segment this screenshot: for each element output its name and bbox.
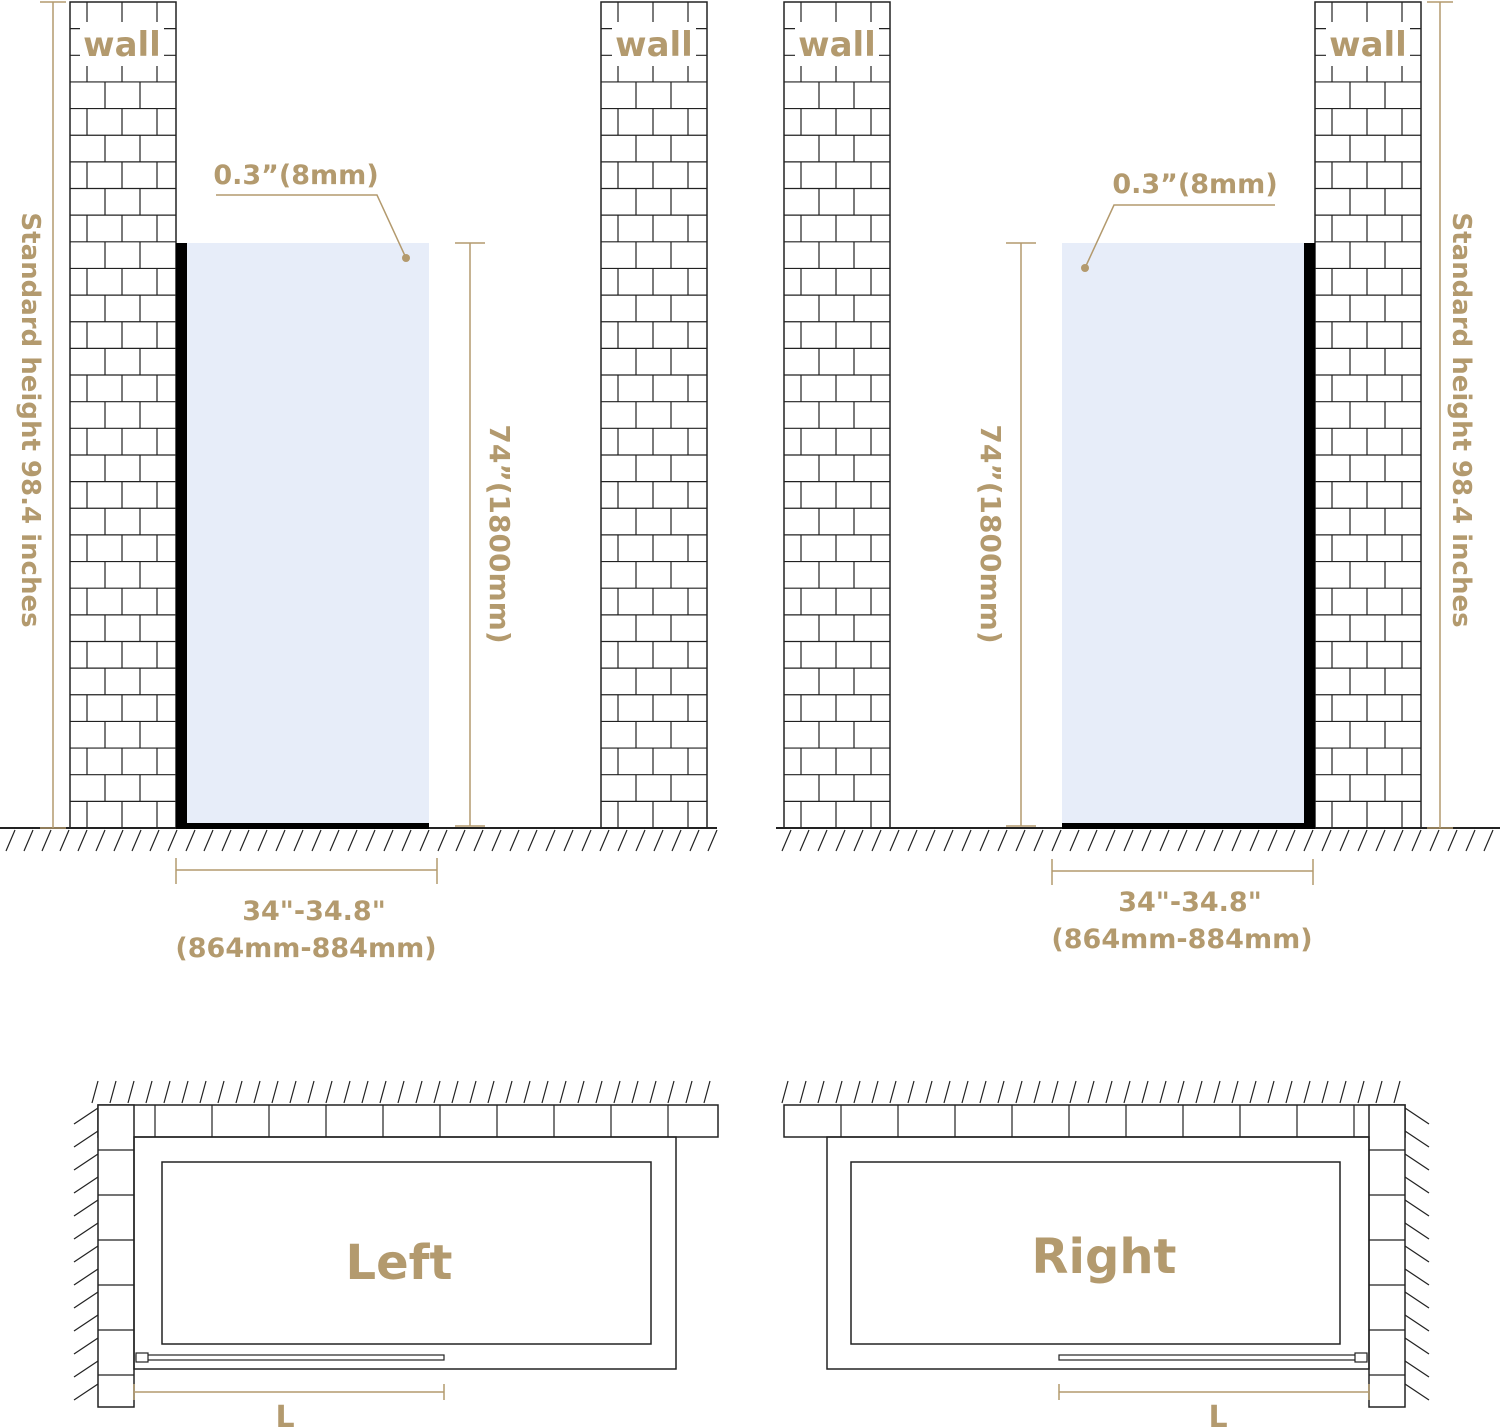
hatch-line (1394, 830, 1403, 851)
hatch-line (182, 1081, 188, 1103)
hatch-line (398, 1081, 404, 1103)
hatch-line (1016, 1081, 1022, 1103)
floor-hatch (782, 830, 1493, 851)
hatch-line (980, 1081, 986, 1103)
hatch-line (96, 830, 105, 851)
hatch-line (1466, 830, 1475, 851)
wall-outline (601, 2, 707, 828)
hatch-line (384, 830, 393, 851)
hatch-line (1106, 1081, 1112, 1103)
hatch-line (1142, 1081, 1148, 1103)
hatch-line (168, 830, 177, 851)
hatch-line (1070, 1081, 1076, 1103)
hatch-line (74, 1223, 98, 1239)
hatch-line (348, 830, 357, 851)
hatch-line (1322, 1081, 1328, 1103)
hatch-line (74, 1177, 98, 1193)
hatch-line (1106, 830, 1115, 851)
hatch-line (1484, 830, 1493, 851)
hatch-line (998, 1081, 1004, 1103)
hatch-line (854, 830, 863, 851)
hatch-line (1034, 1081, 1040, 1103)
thickness-label: 0.3”(8mm) (1112, 169, 1278, 200)
hatch-line (402, 830, 411, 851)
hatch-line (782, 1081, 788, 1103)
hatch-line (654, 830, 663, 851)
hatch-line (78, 830, 87, 851)
leader-dot (1081, 264, 1089, 272)
hatch-line (366, 830, 375, 851)
hatch-line (92, 1081, 98, 1103)
hatch-line (1405, 1361, 1429, 1377)
hatch-line (1268, 830, 1277, 851)
brick-wall-right-b (1315, 2, 1421, 828)
hatch-line (1124, 830, 1133, 851)
hatch-line (800, 830, 809, 851)
hatch-line (1405, 1131, 1429, 1147)
hatch-line (258, 830, 267, 851)
hatch-line (1016, 830, 1025, 851)
hatch-line (836, 830, 845, 851)
wall-outline (784, 1105, 1405, 1137)
hatch-line (222, 830, 231, 851)
wall-outline (98, 1105, 718, 1137)
hatch-line (672, 830, 681, 851)
hatch-line (456, 830, 465, 851)
side-wall-hatch (74, 1108, 98, 1400)
wall-label: wall (615, 25, 693, 65)
hatch-line (434, 1081, 440, 1103)
hatch-line (944, 1081, 950, 1103)
hatch-line (596, 1081, 602, 1103)
hatch-line (128, 1081, 134, 1103)
hatch-line (1286, 830, 1295, 851)
hatch-line (290, 1081, 296, 1103)
hatch-line (452, 1081, 458, 1103)
bottom-seal (1062, 823, 1315, 829)
hatch-line (1358, 1081, 1364, 1103)
width-label-line2: (864mm-884mm) (1051, 924, 1313, 955)
hatch-line (1232, 1081, 1238, 1103)
hatch-line (650, 1081, 656, 1103)
hatch-line (110, 1081, 116, 1103)
hatch-line (146, 1081, 152, 1103)
hatch-line (276, 830, 285, 851)
elevation-right (776, 2, 1500, 955)
wall-outline (70, 2, 176, 828)
hatch-line (782, 830, 791, 851)
hatch-line (1052, 830, 1061, 851)
hatch-line (980, 830, 989, 851)
hatch-line (1214, 1081, 1220, 1103)
width-label-line1: 34"-34.8" (1118, 887, 1262, 918)
hatch-line (1196, 1081, 1202, 1103)
length-label: L (275, 1400, 295, 1427)
hatch-line (74, 1131, 98, 1147)
hatch-line (344, 1081, 350, 1103)
hatch-line (524, 1081, 530, 1103)
hatch-line (164, 1081, 170, 1103)
hatch-line (926, 1081, 932, 1103)
hatch-line (1034, 830, 1043, 851)
hatch-line (962, 830, 971, 851)
hatch-line (438, 830, 447, 851)
hatch-line (1178, 830, 1187, 851)
hatch-line (492, 830, 501, 851)
hatch-line (380, 1081, 386, 1103)
hatch-line (546, 830, 555, 851)
brick-wall-right-a (784, 2, 890, 828)
hatch-line (1304, 830, 1313, 851)
hatch-line (1160, 1081, 1166, 1103)
hatch-line (1268, 1081, 1274, 1103)
wall-outline (1315, 2, 1421, 828)
hatch-line (74, 1269, 98, 1285)
hatch-line (1070, 830, 1079, 851)
hatch-line (488, 1081, 494, 1103)
hatch-line (1405, 1246, 1429, 1262)
hatch-line (614, 1081, 620, 1103)
hatch-line (312, 830, 321, 851)
hatch-line (74, 1315, 98, 1331)
floor-hatch (6, 830, 717, 851)
hatch-line (690, 830, 699, 851)
hatch-line (510, 830, 519, 851)
hatch-line (330, 830, 339, 851)
hatch-line (1358, 830, 1367, 851)
hatch-line (542, 1081, 548, 1103)
length-label: L (1208, 1400, 1228, 1427)
plan-right (782, 1081, 1429, 1427)
hatch-line (218, 1081, 224, 1103)
hatch-line (1232, 830, 1241, 851)
standard-height-label: Standard height 98.4 inches (15, 212, 45, 628)
wall-label: wall (83, 25, 161, 65)
hatch-line (632, 1081, 638, 1103)
hatch-line (1405, 1338, 1429, 1354)
hatch-line (74, 1200, 98, 1216)
hatch-line (528, 830, 537, 851)
hatch-line (636, 830, 645, 851)
glass-panel-plan (1059, 1355, 1367, 1360)
hatch-line (998, 830, 1007, 851)
glass-panel (186, 243, 429, 825)
wall-profile (1304, 243, 1315, 828)
hatch-line (600, 830, 609, 851)
bottom-seal (176, 823, 429, 829)
hatch-line (326, 1081, 332, 1103)
hatch-line (1304, 1081, 1310, 1103)
hatch-line (1405, 1177, 1429, 1193)
hatch-line (582, 830, 591, 851)
hatch-line (1340, 830, 1349, 851)
hatch-line (578, 1081, 584, 1103)
hatch-line (74, 1361, 98, 1377)
hatch-line (240, 830, 249, 851)
hatch-line (1405, 1108, 1429, 1124)
hatch-line (74, 1338, 98, 1354)
hatch-line (1376, 1081, 1382, 1103)
wall-label: wall (1329, 25, 1407, 65)
hatch-line (890, 830, 899, 851)
wall-label: wall (798, 25, 876, 65)
hatch-line (114, 830, 123, 851)
top-wall-hatch (92, 1081, 710, 1103)
side-wall-bricks (98, 1105, 134, 1407)
hatch-line (560, 1081, 566, 1103)
hatch-line (74, 1384, 98, 1400)
hatch-line (1405, 1269, 1429, 1285)
hatch-line (1052, 1081, 1058, 1103)
side-wall-hatch (1405, 1108, 1429, 1400)
hatch-line (1405, 1154, 1429, 1170)
hatch-line (1394, 1081, 1400, 1103)
hatch-line (1340, 1081, 1346, 1103)
hatch-line (420, 830, 429, 851)
hatch-line (1088, 830, 1097, 851)
plan-title: Right (1031, 1229, 1177, 1285)
hatch-line (150, 830, 159, 851)
hatch-line (200, 1081, 206, 1103)
hatch-line (704, 1081, 710, 1103)
hatch-line (362, 1081, 368, 1103)
panel-height-label: 74”(1800mm) (483, 424, 516, 644)
hatch-line (74, 1292, 98, 1308)
hatch-line (908, 1081, 914, 1103)
wall-profile-plan (136, 1353, 148, 1362)
hatch-line (618, 830, 627, 851)
side-wall-bricks (1369, 1105, 1405, 1407)
brick-wall-left-b (601, 2, 707, 828)
hatch-line (872, 1081, 878, 1103)
hatch-line (416, 1081, 422, 1103)
hatch-line (1405, 1315, 1429, 1331)
width-label-line2: (864mm-884mm) (175, 933, 437, 964)
hatch-line (926, 830, 935, 851)
glass-panel (1062, 243, 1305, 825)
elevation-left (0, 2, 717, 964)
top-wall-bricks (98, 1105, 718, 1137)
hatch-line (1142, 830, 1151, 851)
hatch-line (1160, 830, 1169, 851)
plan-title: Left (345, 1235, 453, 1291)
hatch-line (470, 1081, 476, 1103)
hatch-line (236, 1081, 242, 1103)
hatch-line (308, 1081, 314, 1103)
hatch-line (60, 830, 69, 851)
panel-height-label: 74”(1800mm) (974, 424, 1007, 644)
hatch-line (254, 1081, 260, 1103)
hatch-line (24, 830, 33, 851)
hatch-line (800, 1081, 806, 1103)
hatch-line (872, 830, 881, 851)
hatch-line (686, 1081, 692, 1103)
hatch-line (132, 830, 141, 851)
plan-left (74, 1081, 718, 1427)
hatch-line (1405, 1292, 1429, 1308)
wall-profile-plan (1355, 1353, 1367, 1362)
hatch-line (74, 1108, 98, 1124)
hatch-line (1286, 1081, 1292, 1103)
hatch-line (708, 830, 717, 851)
hatch-line (42, 830, 51, 851)
hatch-line (944, 830, 953, 851)
hatch-line (890, 1081, 896, 1103)
hatch-line (1178, 1081, 1184, 1103)
hatch-line (564, 830, 573, 851)
hatch-line (74, 1246, 98, 1262)
hatch-line (1376, 830, 1385, 851)
glass-panel-plan (136, 1355, 444, 1360)
leader-dot (402, 254, 410, 262)
hatch-line (294, 830, 303, 851)
standard-height-label: Standard height 98.4 inches (1446, 212, 1476, 628)
hatch-line (818, 830, 827, 851)
hatch-line (186, 830, 195, 851)
hatch-line (474, 830, 483, 851)
hatch-line (1322, 830, 1331, 851)
hatch-line (1196, 830, 1205, 851)
hatch-line (506, 1081, 512, 1103)
hatch-line (962, 1081, 968, 1103)
hatch-line (272, 1081, 278, 1103)
hatch-line (74, 1154, 98, 1170)
hatch-line (1405, 1384, 1429, 1400)
top-wall-hatch (782, 1081, 1400, 1103)
brick-wall-left-a (70, 2, 176, 828)
hatch-line (836, 1081, 842, 1103)
hatch-line (1405, 1223, 1429, 1239)
hatch-line (854, 1081, 860, 1103)
hatch-line (204, 830, 213, 851)
hatch-line (1250, 830, 1259, 851)
wall-profile (176, 243, 187, 828)
hatch-line (1124, 1081, 1130, 1103)
hatch-line (1250, 1081, 1256, 1103)
hatch-line (1412, 830, 1421, 851)
width-label-line1: 34"-34.8" (242, 896, 386, 927)
hatch-line (1405, 1200, 1429, 1216)
hatch-line (1088, 1081, 1094, 1103)
top-wall-bricks (784, 1105, 1405, 1137)
hatch-line (1430, 830, 1439, 851)
hatch-line (818, 1081, 824, 1103)
hatch-line (908, 830, 917, 851)
thickness-label: 0.3”(8mm) (213, 160, 379, 191)
hatch-line (6, 830, 15, 851)
hatch-line (1448, 830, 1457, 851)
hatch-line (668, 1081, 674, 1103)
wall-outline (784, 2, 890, 828)
hatch-line (1214, 830, 1223, 851)
